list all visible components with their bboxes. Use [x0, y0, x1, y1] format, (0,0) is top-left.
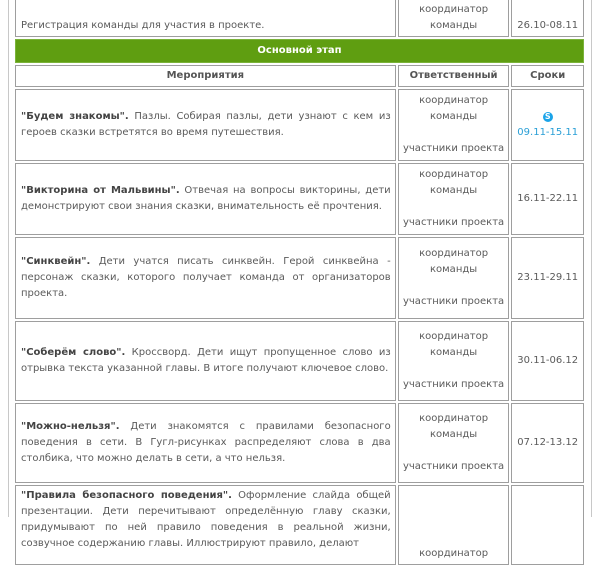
responsible-coordinator: координатор команды — [419, 331, 489, 358]
event-text: Отвечая на вопросы викторины, дети демонстрируют свои знания сказки, внимательность её прочтения. — [21, 185, 391, 212]
event-title: "Синквейн". — [21, 256, 91, 267]
event-text: Дети знакомятся с правилами безопасного поведения в сети. В Гугл-рисунках распределяют слова в два столбика, что можно делать в сети, а что нельзя. — [21, 421, 391, 464]
event-description — [15, 485, 396, 565]
table-row — [15, 403, 584, 483]
responsible-coordinator: координатор команды — [419, 413, 489, 440]
project-schedule-table — [13, 0, 586, 567]
event-dates-link[interactable]: 09.11-15.11 — [517, 127, 579, 138]
stage-title: Основной этап — [15, 39, 584, 63]
table-row — [15, 321, 584, 401]
event-description — [15, 321, 396, 401]
responsible-coordinator: координатор команды — [419, 248, 489, 275]
table-row — [15, 163, 584, 235]
registration-dates: 26.10-08.11 — [511, 0, 584, 37]
event-text: Пазлы. Собирая пазлы, дети узнают с кем из героев сказки встретятся во время путешествия. — [21, 111, 391, 138]
table-row — [15, 0, 584, 37]
responsible-participants: участники проекта — [402, 379, 505, 390]
column-header-events: Мероприятия — [15, 65, 396, 87]
event-text: Оформление слайда общей презентации. Дети перечитывают определённую главу сказки, придумывают по ней правило поведения в реальной жизни, созвучное содержанию главы. Иллюстрируют правило, делают — [21, 490, 391, 549]
event-text: Кроссворд. Дети ищут пропущенное слово из отрывка текста указанной главы. В итоге получают ключевое слово. — [21, 347, 391, 374]
event-responsible — [398, 321, 510, 401]
event-title: "Соберём слово". — [21, 347, 126, 358]
event-responsible — [398, 163, 510, 235]
responsible-coordinator: координатор команды — [419, 169, 489, 196]
responsible-coordinator: координатор — [419, 548, 489, 559]
event-description — [15, 163, 396, 235]
event-dates: 30.11-06.12 — [511, 321, 584, 401]
stage-header-row — [15, 39, 584, 63]
responsible-participants: участники проекта — [402, 143, 505, 154]
event-responsible — [398, 237, 510, 319]
event-dates[interactable] — [511, 89, 584, 161]
table-row — [15, 485, 584, 565]
responsible-participants: участники проекта — [402, 217, 505, 228]
event-responsible — [398, 89, 510, 161]
event-text: Дети учатся писать синквейн. Герой синквейна - персонаж сказки, которого получает команда от организаторов проекта. — [21, 256, 391, 299]
responsible-participants: участники проекта — [402, 296, 505, 307]
event-dates: 07.12-13.12 — [511, 403, 584, 483]
event-title: "Викторина от Мальвины". — [21, 185, 180, 196]
registration-responsible: координатор команды — [398, 0, 510, 37]
column-header-dates: Сроки — [511, 65, 584, 87]
event-title: "Будем знакомы". — [21, 111, 129, 122]
responsible-coordinator: координатор команды — [419, 95, 489, 122]
responsible-participants: участники проекта — [402, 461, 505, 472]
event-title: "Можно-нельзя". — [21, 421, 120, 432]
registration-description: Регистрация команды для участия в проекте. — [15, 0, 396, 37]
table-row — [15, 237, 584, 319]
event-responsible — [398, 403, 510, 483]
event-description — [15, 89, 396, 161]
column-header-responsible: Ответственный — [398, 65, 510, 87]
event-responsible — [398, 485, 510, 565]
event-description — [15, 403, 396, 483]
event-dates — [511, 485, 584, 565]
column-header-row — [15, 65, 584, 87]
event-dates: 16.11-22.11 — [511, 163, 584, 235]
event-dates: 23.11-29.11 — [511, 237, 584, 319]
event-title: "Правила безопасного поведения". — [21, 490, 232, 501]
event-description — [15, 237, 396, 319]
skype-icon[interactable]: S — [543, 112, 553, 122]
document-frame — [8, 0, 592, 559]
table-row — [15, 89, 584, 161]
